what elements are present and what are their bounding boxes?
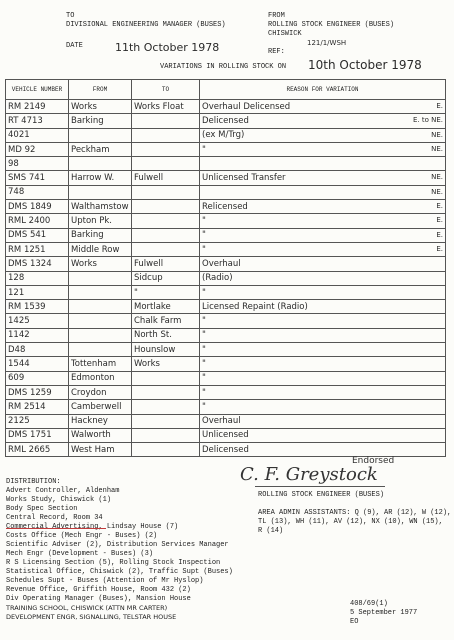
distribution-item: Costs Office (Mech Engr - Buses) (2) (6, 532, 158, 540)
cell-vehicle: 1425 (6, 314, 69, 328)
cell-vehicle: 98 (6, 157, 69, 171)
cell-vehicle: RML 2665 (6, 443, 69, 457)
dept-code: E. (436, 244, 443, 253)
cell-vehicle: 609 (6, 371, 69, 385)
distribution-item: Revenue Office, Griffith House, Room 432 (2) (6, 586, 191, 594)
from-label: FROM (268, 12, 285, 20)
distribution-item: Body Spec Section (6, 505, 78, 513)
table-row (6, 400, 446, 414)
cell-to (132, 242, 200, 256)
dept-code: NE. (431, 130, 443, 139)
dept-code: E. (436, 230, 443, 239)
table-row (6, 285, 446, 299)
reason-text: " (202, 216, 206, 227)
table-row (6, 114, 446, 128)
reason-text: " (202, 144, 206, 155)
table-row (6, 157, 446, 171)
cell-from: Walworth (69, 428, 132, 442)
reason-text: " (202, 230, 206, 241)
table-row (6, 214, 446, 228)
cell-reason: " (200, 285, 446, 299)
cell-to (132, 142, 200, 156)
footer-ref: 408/69(1) (350, 600, 388, 608)
distribution-item: Statistical Office, Chiswick (2), Traffic Supt (Buses) (6, 568, 233, 576)
distribution-heading: DISTRIBUTION: (6, 478, 61, 486)
area-admin-assistants (258, 509, 451, 536)
cell-vehicle: RM 2514 (6, 400, 69, 414)
cell-to (132, 128, 200, 142)
cell-vehicle: 748 (6, 185, 69, 199)
cell-vehicle: DMS 1849 (6, 200, 69, 214)
cell-reason: " (200, 400, 446, 414)
cell-from: Works (69, 257, 132, 271)
distribution-item: R S Licensing Section (5), Rolling Stock Inspection (6, 559, 221, 567)
cell-reason: " (200, 385, 446, 399)
table-row (6, 271, 446, 285)
distribution-item: Schedules Supt - Buses (Attention of Mr Hyslop) (6, 577, 204, 585)
table-row (6, 443, 446, 457)
cell-reason (200, 142, 446, 156)
cell-reason: Unlicensed (200, 428, 446, 442)
area-line: TL (13), WH (11), AV (12), NX (10), WN (15), (258, 518, 443, 526)
cell-from (69, 328, 132, 342)
dept-code: E. to NE. (412, 116, 443, 125)
cell-to: Fulwell (132, 171, 200, 185)
footer-initials: EO (350, 618, 359, 626)
cell-from (69, 157, 132, 171)
cell-vehicle: 1544 (6, 357, 69, 371)
cell-vehicle: DMS 1751 (6, 428, 69, 442)
cell-to: Sidcup (132, 271, 200, 285)
cell-to (132, 371, 200, 385)
area-line: AREA ADMIN ASSISTANTS: Q (9), AR (12), W (12), (258, 509, 452, 517)
cell-from: Walthamstow (69, 200, 132, 214)
cell-vehicle: RM 2149 (6, 100, 69, 114)
reason-text: Relicensed (202, 201, 248, 212)
signature: C. F. Greystock (240, 464, 378, 485)
handwritten-variation-date: 10th October 1978 (308, 58, 422, 72)
variations-table (5, 79, 446, 457)
cell-vehicle: DMS 541 (6, 228, 69, 242)
cell-vehicle: RM 1539 (6, 300, 69, 314)
cell-from: Harrow W. (69, 171, 132, 185)
cell-from: Camberwell (69, 400, 132, 414)
signatory-title: ROLLING STOCK ENGINEER (BUSES) (258, 491, 385, 499)
cell-reason: " (200, 343, 446, 357)
cell-vehicle: 1142 (6, 328, 69, 342)
dept-code: NE. (431, 173, 443, 182)
to-recipient: DIVISIONAL ENGINEERING MANAGER (BUSES) (66, 21, 226, 29)
cell-reason: Overhaul (200, 257, 446, 271)
cell-vehicle: DMS 1324 (6, 257, 69, 271)
cell-vehicle: D48 (6, 343, 69, 357)
cell-from: Hackney (69, 414, 132, 428)
cell-from: Upton Pk. (69, 214, 132, 228)
col-header-vehicle: VEHICLE NUMBER (6, 80, 69, 100)
cell-from (69, 285, 132, 299)
cell-vehicle: MD 92 (6, 142, 69, 156)
cell-to (132, 414, 200, 428)
from-sender: ROLLING STOCK ENGINEER (BUSES) (268, 21, 395, 29)
cell-reason: " (200, 314, 446, 328)
table-row (6, 200, 446, 214)
table-row (6, 357, 446, 371)
cell-from: Edmonton (69, 371, 132, 385)
cell-reason: " (200, 371, 446, 385)
footer-date: 5 September 1977 (350, 609, 418, 617)
red-underline (6, 528, 106, 529)
table-row (6, 242, 446, 256)
cell-vehicle: 128 (6, 271, 69, 285)
distribution-item: DEVELOPMENT ENGR, SIGNALLING, TELSTAR HOUSE (6, 613, 177, 621)
distribution-item: Mech Engr (Development - Buses) (3) (6, 550, 154, 558)
date-label: DATE (66, 42, 83, 50)
table-header-row (6, 80, 446, 100)
table-row (6, 100, 446, 114)
cell-reason: Licensed Repaint (Radio) (200, 300, 446, 314)
cell-from: Barking (69, 228, 132, 242)
distribution-item: Advert Controller, Aldenham (6, 487, 120, 495)
cell-to (132, 400, 200, 414)
cell-from (69, 185, 132, 199)
distribution-item: Scientific Adviser (2), Distribution Services Manager (6, 541, 229, 549)
cell-vehicle: DMS 1259 (6, 385, 69, 399)
reason-text: Overhaul Delicensed (202, 101, 291, 112)
table-row (6, 314, 446, 328)
cell-to: Chalk Farm (132, 314, 200, 328)
table-row (6, 128, 446, 142)
cell-reason (200, 128, 446, 142)
cell-vehicle: RT 4713 (6, 114, 69, 128)
header-right (268, 12, 394, 57)
table-row (6, 414, 446, 428)
cell-vehicle: 2125 (6, 414, 69, 428)
cell-to (132, 428, 200, 442)
table-row (6, 185, 446, 199)
from-location: CHISWICK (268, 30, 302, 38)
document-reference (350, 600, 417, 627)
cell-reason (200, 185, 446, 199)
table-row (6, 142, 446, 156)
cell-from (69, 300, 132, 314)
cell-to (132, 114, 200, 128)
cell-to (132, 200, 200, 214)
dept-code: NE. (431, 144, 443, 153)
dept-code: E. (436, 202, 443, 211)
cell-to: Works Float (132, 100, 200, 114)
cell-to (132, 443, 200, 457)
cell-vehicle: SMS 741 (6, 171, 69, 185)
table-row (6, 300, 446, 314)
col-header-from: FROM (69, 80, 132, 100)
cell-reason: Delicensed (200, 443, 446, 457)
cell-to (132, 157, 200, 171)
cell-from: Croydon (69, 385, 132, 399)
cell-reason (200, 157, 446, 171)
cell-to (132, 214, 200, 228)
variations-title: VARIATIONS IN ROLLING STOCK ON (160, 63, 287, 71)
distribution-item: Works Study, Chiswick (1) (6, 496, 112, 504)
signature-note: Endorsed (352, 456, 395, 466)
col-header-reason: REASON FOR VARIATION (200, 80, 446, 100)
reason-text: " (202, 244, 206, 255)
cell-to (132, 185, 200, 199)
area-line: R (14) (258, 527, 284, 535)
cell-reason: (Radio) (200, 271, 446, 285)
cell-to: Fulwell (132, 257, 200, 271)
cell-from: Middle Row (69, 242, 132, 256)
cell-to: " (132, 285, 200, 299)
cell-to (132, 385, 200, 399)
cell-from (69, 314, 132, 328)
cell-vehicle: RM 1251 (6, 242, 69, 256)
cell-from: Tottenham (69, 357, 132, 371)
distribution-item: Central Record, Room 34 (6, 514, 103, 522)
cell-reason (200, 171, 446, 185)
cell-from: Works (69, 100, 132, 114)
cell-reason: " (200, 328, 446, 342)
cell-reason (200, 100, 446, 114)
ref-label: REF: (268, 48, 285, 56)
cell-vehicle: RML 2400 (6, 214, 69, 228)
table-row (6, 171, 446, 185)
cell-vehicle: 4021 (6, 128, 69, 142)
cell-from: West Ham (69, 443, 132, 457)
dept-code: E. (436, 102, 443, 110)
cell-reason (200, 200, 446, 214)
cell-reason: " (200, 357, 446, 371)
distribution-item: Commercial Advertising, Lindsay House (7) (6, 523, 179, 531)
table-row (6, 371, 446, 385)
col-header-to: TO (132, 80, 200, 100)
cell-to: North St. (132, 328, 200, 342)
cell-from: Peckham (69, 142, 132, 156)
cell-reason: Overhaul (200, 414, 446, 428)
cell-reason (200, 214, 446, 228)
cell-from (69, 343, 132, 357)
cell-to: Hounslow (132, 343, 200, 357)
table-row (6, 385, 446, 399)
table-row (6, 328, 446, 342)
handwritten-date: 11th October 1978 (115, 41, 220, 54)
cell-vehicle: 121 (6, 285, 69, 299)
table-row (6, 228, 446, 242)
reason-text: Delicensed (202, 115, 249, 126)
cell-to: Mortlake (132, 300, 200, 314)
handwritten-ref: 121/1/WSH (307, 39, 347, 47)
reason-text: (ex M/Trg) (202, 130, 245, 141)
distribution-item: Div Operating Manager (Buses), Mansion House (6, 595, 191, 603)
cell-reason (200, 114, 446, 128)
cell-from (69, 271, 132, 285)
table-row (6, 343, 446, 357)
distribution-item: TRAINING SCHOOL, CHISWICK (ATTN MR CARTER) (6, 604, 168, 612)
signature-line (255, 486, 385, 487)
dept-code: E. (436, 216, 443, 225)
distribution-list (6, 478, 233, 622)
table-row (6, 257, 446, 271)
table-row (6, 428, 446, 442)
cell-reason (200, 228, 446, 242)
reason-text: Unlicensed Transfer (202, 173, 286, 184)
cell-reason (200, 242, 446, 256)
dept-code: NE. (431, 187, 443, 196)
cell-from: Barking (69, 114, 132, 128)
to-label: TO (66, 12, 75, 20)
cell-to: Works (132, 357, 200, 371)
cell-from (69, 128, 132, 142)
cell-to (132, 228, 200, 242)
